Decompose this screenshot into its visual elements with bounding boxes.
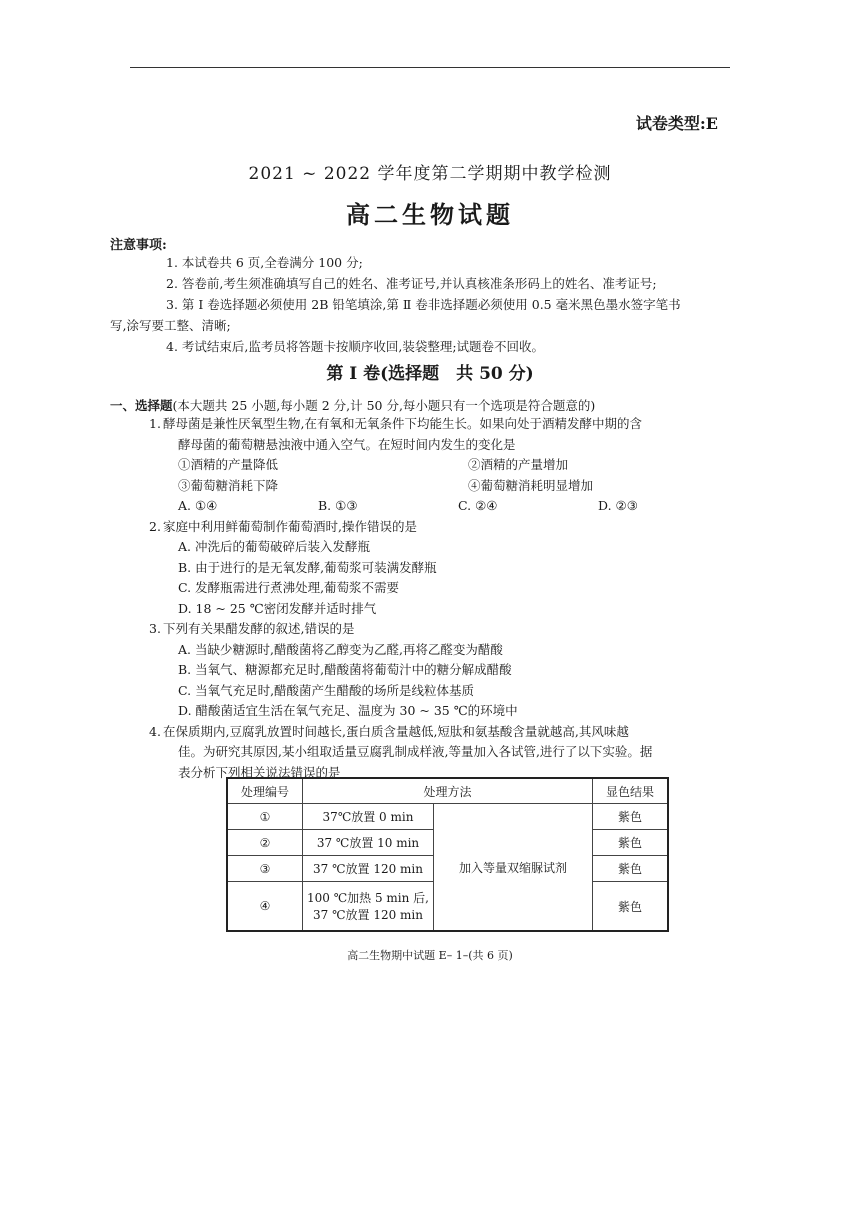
row-id: ④ <box>227 882 303 932</box>
notice-item: 4. 考试结束后,监考员将答题卡按顺序收回,装袋整理;试题卷不回收。 <box>166 339 545 354</box>
row-id: ① <box>227 804 303 830</box>
statement-grid <box>165 455 735 496</box>
row-result: 紫色 <box>593 830 669 856</box>
option-a: A. 当缺少糖源时,醋酸菌将乙醇变为乙醛,再将乙醛变为醋酸 <box>178 641 503 657</box>
question-stem: 在保质期内,豆腐乳放置时间越长,蛋白质含量越低,短肽和氨基酸含量就越高,其风味越 <box>163 723 629 739</box>
question-stem: 佳。为研究其原因,某小组取适量豆腐乳制成样液,等量加入各试管,进行了以下实验。据 <box>178 744 653 759</box>
table-row <box>227 804 668 830</box>
question-stem: 酵母菌的葡萄糖悬浊液中通入空气。在短时间内发生的变化是 <box>178 436 516 452</box>
question-number: 4. <box>149 723 161 739</box>
question-4 <box>149 722 735 784</box>
option-c: C. 发酵瓶需进行煮沸处理,葡萄浆不需要 <box>178 580 400 595</box>
option-b: B. ①③ <box>318 498 358 513</box>
notice-list <box>110 252 730 357</box>
row-condition: 37℃放置 0 min <box>303 804 434 830</box>
page-footer: 高二生物期中试题 E– 1–(共 6 页) <box>347 949 513 962</box>
row-condition <box>303 882 434 932</box>
part-description: (本大题共 25 小题,每小题 2 分,计 50 分,每小题只有一个选项是符合题意的) <box>172 398 596 413</box>
notice-heading: 注意事项: <box>110 238 167 253</box>
question-stem: 家庭中利用鲜葡萄制作葡萄酒时,操作错误的是 <box>163 518 417 534</box>
row-result: 紫色 <box>593 882 669 932</box>
table-header: 处理编号 <box>227 778 303 804</box>
option-c: C. 当氧气充足时,醋酸菌产生醋酸的场所是线粒体基质 <box>178 682 475 698</box>
table-header: 显色结果 <box>593 778 669 804</box>
question-3 <box>149 619 735 640</box>
question-stem: 酵母菌是兼性厌氧型生物,在有氧和无氧条件下均能生长。如果向处于酒精发酵中期的含 <box>163 416 642 431</box>
answer-options <box>165 496 735 517</box>
notice-item-continuation: 写,涂写要工整、清晰; <box>110 318 231 333</box>
question-number: 2. <box>149 518 161 534</box>
question-stem: 下列有关果醋发酵的叙述,错误的是 <box>163 621 355 636</box>
question-stem: 表分析下列相关说法错误的是 <box>178 764 341 780</box>
row-condition: 37 ℃放置 10 min <box>303 830 434 856</box>
row-condition-line: 100 ℃加热 5 min 后, <box>307 891 429 905</box>
option-d: D. 18 ~ 25 ℃密闭发酵并适时排气 <box>178 600 377 616</box>
row-condition-line: 37 ℃放置 120 min <box>313 908 423 922</box>
option-d: D. ②③ <box>598 498 638 513</box>
statement: ④葡萄糖消耗明显增加 <box>468 477 594 493</box>
question-number: 3. <box>149 621 161 636</box>
row-id: ② <box>227 830 303 856</box>
statement: ①酒精的产量降低 <box>178 457 279 472</box>
notice-item: 1. 本试卷共 6 页,全卷满分 100 分; <box>166 255 363 270</box>
question-number: 1. <box>149 416 161 431</box>
shared-method: 加入等量双缩脲试剂 <box>434 804 593 932</box>
exam-type-label: 试卷类型:E <box>635 114 718 133</box>
row-result: 紫色 <box>593 856 669 882</box>
table-header-row <box>227 778 668 804</box>
option-a: A. ①④ <box>178 498 218 513</box>
experiment-table <box>226 777 669 932</box>
option-b: B. 由于进行的是无氧发酵,葡萄浆可装满发酵瓶 <box>178 559 437 575</box>
option-c: C. ②④ <box>458 498 498 513</box>
option-d: D. 醋酸菌适宜生活在氧气充足、温度为 30 ~ 35 ℃的环境中 <box>178 703 518 718</box>
part-label: 一、选择题 <box>110 398 173 413</box>
statement: ③葡萄糖消耗下降 <box>178 477 279 493</box>
row-id: ③ <box>227 856 303 882</box>
option-b: B. 当氧气、糖源都充足时,醋酸菌将葡萄汁中的糖分解成醋酸 <box>178 662 512 677</box>
header-rule <box>130 67 730 68</box>
part-heading <box>110 396 750 414</box>
question-1 <box>149 414 735 455</box>
subject-title: 高二生物试题 <box>346 200 514 229</box>
notice-item: 3. 第 Ⅰ 卷选择题必须使用 2B 铅笔填涂,第 Ⅱ 卷非选择题必须使用 0.5 毫米黑色墨水签字笔书 <box>166 297 681 312</box>
question-list <box>149 414 735 783</box>
section-title: 第 Ⅰ 卷(选择题 共 50 分) <box>326 364 534 384</box>
notice-item: 2. 答卷前,考生须准确填写自己的姓名、准考证号,并认真核准条形码上的姓名、准考证号; <box>166 276 657 291</box>
exam-title: 2021 ~ 2022 学年度第二学期期中教学检测 <box>248 164 612 184</box>
row-result: 紫色 <box>593 804 669 830</box>
question-2 <box>149 517 735 538</box>
row-condition: 37 ℃放置 120 min <box>303 856 434 882</box>
statement: ②酒精的产量增加 <box>468 457 569 472</box>
option-a: A. 冲洗后的葡萄破碎后装入发酵瓶 <box>178 539 370 554</box>
table-header: 处理方法 <box>303 778 593 804</box>
